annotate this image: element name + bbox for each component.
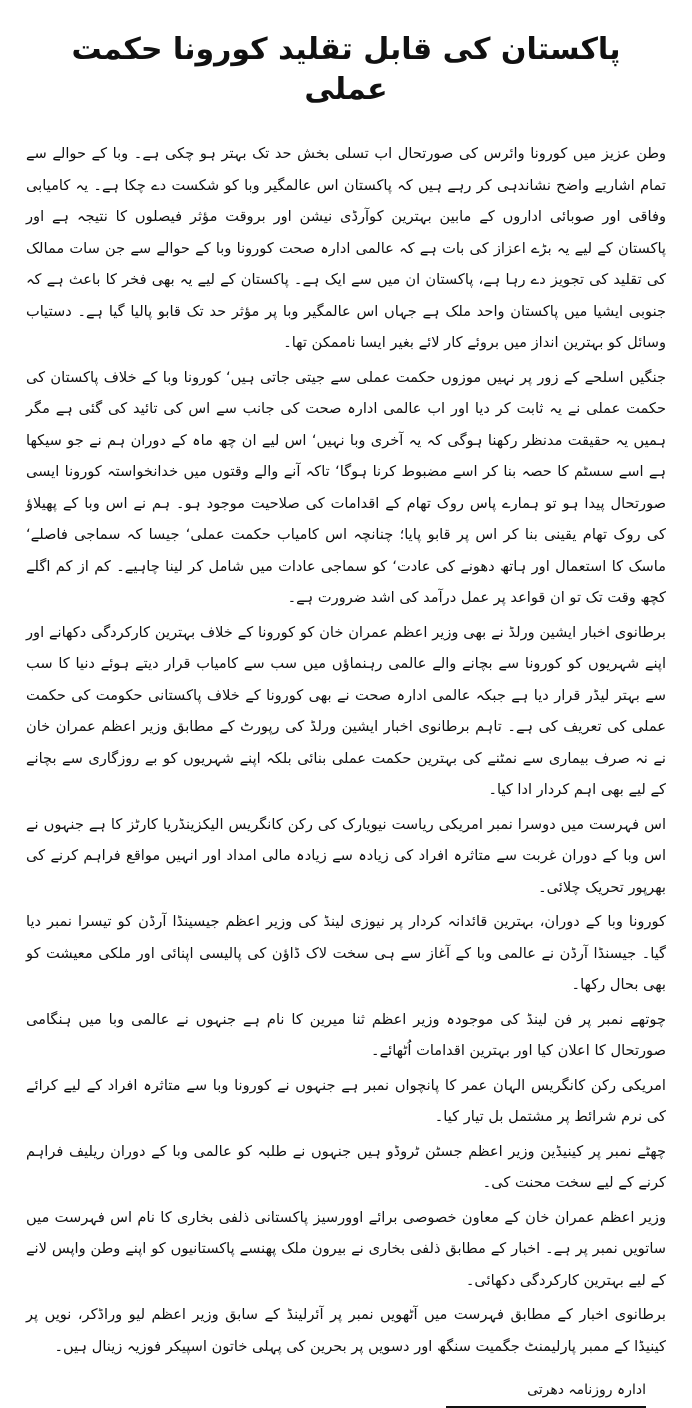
article-paragraph: چوتھے نمبر پر فن لینڈ کی موجودہ وزیر اعظم ثنا میرین کا نام ہے جنہوں نے عالمی وبا میں ہنگامی صورتحال کا اعلان کیا اور بہترین اقدامات اُٹھائے۔ [26,1010,666,1059]
article-paragraph: اس فہرست میں دوسرا نمبر امریکی ریاست نیویارک کی رکن کانگریس الیکزینڈریا کارٹز کا ہے جنہوں نے اس وبا کے دوران غربت سے متاثرہ افراد کی زیادہ سے زیادہ مالی امداد اور انہیں مواقع فراہم کرنے کی بھرپور تحریک چلائی۔ [26,815,666,896]
article-paragraph: وزیر اعظم عمران خان کے معاون خصوصی برائے اوورسیز پاکستانی ذلفی بخاری کا نام اس فہرست میں ساتویں نمبر پر ہے۔ اخبار کے مطابق ذلفی بخاری نے بیرون ملک پھنسے پاکستانیوں کو اپنے وطن واپس لانے کے لیے بہترین کارکردگی دکھائی۔ [26,1208,666,1289]
article-paragraph: امریکی رکن کانگریس الہان عمر کا پانچواں نمبر ہے جنہوں نے کورونا وبا سے متاثرہ افراد کے لیے کرائے کی نرم شرائط پر مشتمل بل تیار کیا۔ [26,1076,666,1125]
signature-block [446,1376,646,1408]
article-paragraph: برطانوی اخبار کے مطابق فہرست میں آٹھویں نمبر پر آئرلینڈ کے سابق وزیر اعظم لیو وراڈکر، نویں پر کینیڈا کے ممبر پارلیمنٹ جگمیت سنگھ اور دسویں پر بحرین کی پہلی خاتون اسپیکر فوزیہ زینال ہیں۔ [26,1306,666,1355]
article-paragraph: جنگیں اسلحے کے زور پر نہیں موزوں حکمت عملی سے جیتی جاتی ہیں‘ کورونا وبا کے خلاف پاکستان کی حکمت عملی نے یہ ثابت کر دیا اور اب عالمی ادارہ صحت کی جانب سے اس کی تائید کی گئی ہے مگر ہمیں یہ حقیقت مدنظر رکھنا ہوگی کہ یہ آخری وبا نہیں‘ اس لیے ان چھ ماہ کے دوران ہم نے جو سیکھا ہے اسے سسٹم کا حصہ بنا کر اسے مضبوط کرنا ہوگا‘ تاکہ آنے والے وقتوں میں خدانخواستہ کورونا ایسی صورتحال پیدا ہو تو ہمارے پاس روک تھام کے اقدامات کی صلاحیت موجود ہو۔ ہم نے اس وبا کے پھیلاؤ کی روک تھام یقینی بنا کر اس پر قابو پایا؛ چنانچہ اس کامیاب حکمت عملی‘ جیسا کہ سماجی فاصلے‘ ماسک کا استعمال اور ہاتھ دھونے کی عادت‘ کو سماجی عادات میں شامل کر لینا چاہیے۔ کم از کم اگلے کچھ وقت تک تو ان قواعد پر عمل درآمد کی اشد ضرورت ہے۔ [26,368,666,606]
signature: ادارہ روزنامہ دھرتی [446,1376,646,1408]
article-paragraph: وطن عزیز میں کورونا وائرس کی صورتحال اب تسلی بخش حد تک بہتر ہو چکی ہے۔ وبا کے حوالے سے تمام اشاریے واضح نشاندہی کر رہے ہیں کہ پاکستان اس عالمگیر وبا کو شکست دے چکا ہے۔ یہ کامیابی وفاقی اور صوبائی اداروں کے مابین بہترین کوآرڈی نیشن اور بروقت مؤثر فیصلوں کا نتیجہ ہے اور پاکستان کے لیے یہ بڑے اعزاز کی بات ہے کہ عالمی ادارہ صحت کورونا وبا کے حوالے سے جن سات ممالک کی تقلید کی تجویز دے رہا ہے، پاکستان ان میں سے ایک ہے۔ پاکستان کے لیے یہ بھی فخر کا باعث ہے کہ جنوبی ایشیا میں پاکستان واحد ملک ہے جہاں اس عالمگیر وبا پر مؤثر حد تک قابو پالیا گیا ہے۔ دستیاب وسائل کو بہترین انداز میں بروئے کار لائے بغیر ایسا ناممکن تھا۔ [26,145,666,351]
article-body [26,138,666,1362]
article-title: پاکستان کی قابل تقلید کورونا حکمت عملی [71,32,621,107]
article-paragraph: کورونا وبا کے دوران، بہترین قائدانہ کردار پر نیوزی لینڈ کی وزیر اعظم جیسینڈا آرڈن کو تیسرا نمبر دیا گیا۔ جیسنڈا آرڈن نے عالمی وبا کے آغاز سے ہی سخت لاک ڈاؤن کی پالیسی اپنائی اور ملکی معیشت کو بھی بحال رکھا۔ [26,913,666,993]
article-paragraph: چھٹے نمبر پر کینیڈین وزیر اعظم جسٹن ٹروڈو ہیں جنہوں نے طلبہ کو عالمی وبا کے دوران ریلیف فراہم کرنے کے لیے سخت محنت کی۔ [26,1142,666,1191]
article-paragraph: برطانوی اخبار ایشین ورلڈ نے بھی وزیر اعظم عمران خان کو کورونا کے خلاف بہترین کارکردگی دکھانے اور اپنے شہریوں کو کورونا سے بچانے والے عالمی رہنماؤں میں سب سے کامیاب قرار دیتے ہوئے دنیا کا سب سے بہتر لیڈر قرار دیا ہے جبکہ عالمی ادارہ صحت نے بھی کورونا کے خلاف پاکستانی حکومت کی حکمت عملی کی تعریف کی ہے۔ تاہم برطانوی اخبار ایشین ورلڈ کی رپورٹ کے مطابق وزیر اعظم عمران خان نے نہ صرف بیماری سے نمٹنے کی بہترین حکمت عملی بنائی بلکہ اپنے شہریوں کو بے روزگاری سے بچانے کے لیے بھی اہم کردار ادا کیا۔ [26,623,666,798]
